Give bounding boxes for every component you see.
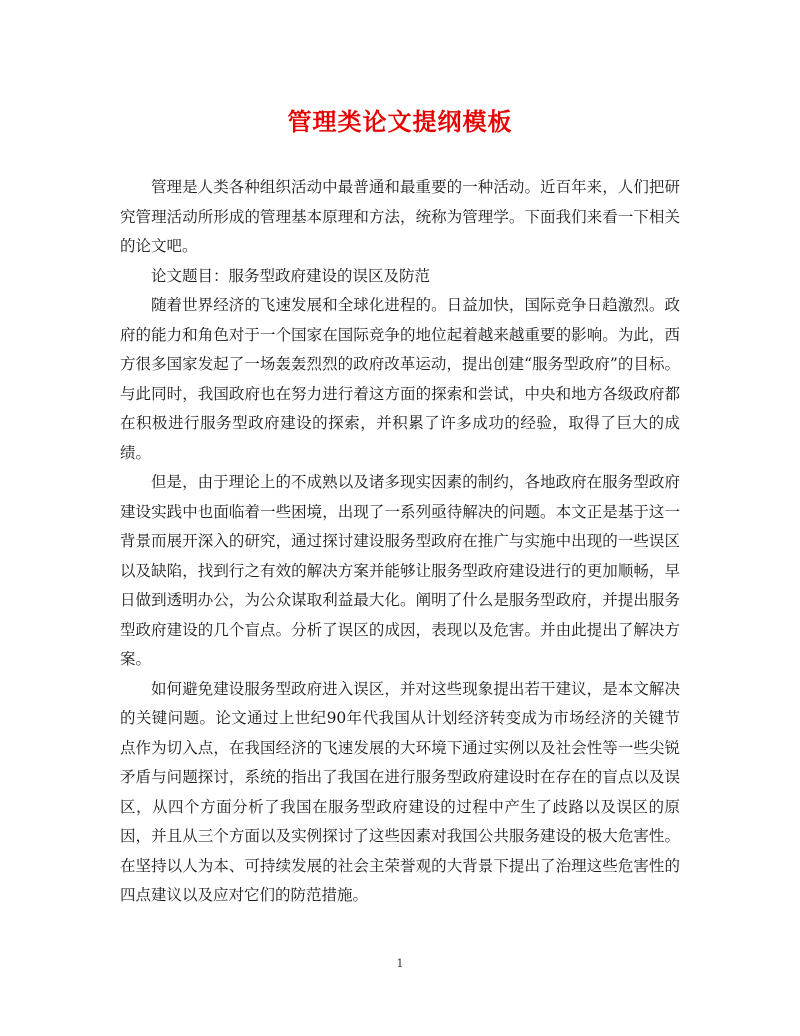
paragraph-intro: 管理是人类各种组织活动中最普通和最重要的一种活动。近百年来，人们把研究管理活动所形成的管理基本原理和方法，统称为管理学。下面我们来看一下相关的论文吧。	[120, 178, 680, 255]
paragraph-background: 随着世界经济的飞速发展和全球化进程的。日益加快，国际竞争日趋激烈。政府的能力和角色对于一个国家在国际竞争的地位起着越来越重要的影响。为此，西方很多国家发起了一场轰轰烈烈的政府改革运动，提出创建“服务型政府”的目标。与此同时，我国政府也在努力进行着这方面的探索和尝试，中央和地方各级政府都在积极进行服务型政府建设的探索，并积累了许多成功的经验，取得了巨大的成绩。	[120, 296, 680, 462]
paragraph-thesis-topic: 论文题目：服务型政府建设的误区及防范	[151, 266, 431, 285]
document-body	[120, 173, 680, 911]
document-title: 管理类论文提纲模板	[287, 107, 513, 136]
page-number: 1	[396, 957, 404, 970]
paragraph-problem: 但是，由于理论上的不成熟以及诸多现实因素的制约，各地政府在服务型政府建设实践中也面临着一些困境，出现了一系列亟待解决的问题。本文正是基于这一背景而展开深入的研究，通过探讨建设服务型政府在推广与实施中出现的一些误区以及缺陷，找到行之有效的解决方案并能够让服务型政府建设进行的更加顺畅，早日做到透明办公，为公众谋取利益最大化。阐明了什么是服务型政府，并提出服务型政府建设的几个盲点。分析了误区的成因，表现以及危害。并由此提出了解决方案。	[120, 473, 680, 668]
paragraph-key-issues: 如何避免建设服务型政府进入误区，并对这些现象提出若干建议，是本文解决的关键问题。论文通过上世纪90年代我国从计划经济转变成为市场经济的关键节点作为切入点，在我国经济的飞速发展的大环境下通过实例以及社会性等一些尖锐矛盾与问题探讨，系统的指出了我国在进行服务型政府建设时在存在的盲点以及误区，从四个方面分析了我国在服务型政府建设的过程中产生了歧路以及误区的原因，并且从三个方面以及实例探讨了这些因素对我国公共服务建设的极大危害性。在坚持以人为本、可持续发展的社会主荣誉观的大背景下提出了治理这些危害性的四点建议以及应对它们的防范措施。	[120, 679, 680, 904]
